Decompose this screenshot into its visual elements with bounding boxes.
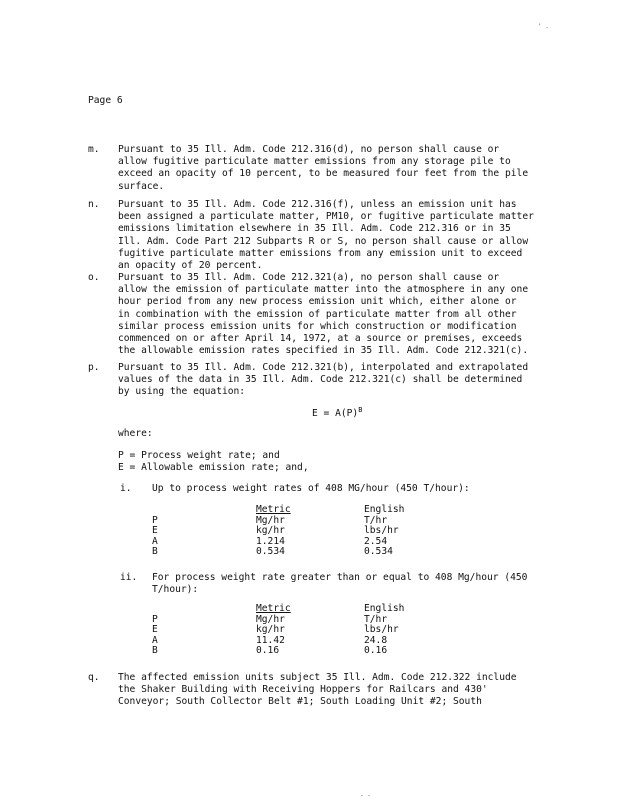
- coefficients-table-i: [152, 505, 444, 558]
- english-cell: lbs/hr: [364, 525, 399, 536]
- paragraph-line: Pursuant to 35 Ill. Adm. Code 212.321(a), no person shall cause or: [118, 272, 500, 283]
- english-cell: 2.54: [364, 535, 388, 547]
- paragraph-line: Conveyor; South Collector Belt #1; South Loading Unit #2; South: [118, 696, 482, 708]
- table-row: [152, 526, 444, 537]
- table-row: [152, 615, 444, 626]
- paragraph-line: similar process emission units for which construction or modification: [118, 320, 517, 332]
- english-header: English: [364, 504, 405, 515]
- metric-cell: 1.214: [256, 535, 285, 547]
- paragraph-line: hour period from any new process emission unit which, either alone or: [118, 296, 517, 308]
- english-cell: T/hr: [364, 514, 388, 526]
- paragraph-line: surface.: [118, 180, 165, 192]
- subsection-line: For process weight rate greater than or equal to 408 Mg/hour (450: [152, 572, 528, 583]
- equation-exponent: B: [358, 406, 363, 414]
- paragraph-line: fugitive particulate matter emissions from any emission unit to exceed: [118, 247, 523, 259]
- subsection-line: T/hour):: [152, 584, 199, 595]
- coefficients-table-ii: [152, 604, 444, 657]
- symbol-cell: E: [152, 624, 158, 635]
- english-cell: lbs/hr: [364, 624, 399, 635]
- metric-cell: kg/hr: [256, 624, 285, 635]
- paragraph-line: the Shaker Building with Receiving Hoppers for Railcars and 430': [118, 684, 488, 696]
- english-cell: 0.16: [364, 645, 388, 656]
- paragraph-line: Pursuant to 35 Ill. Adm. Code 212.316(d), no person shall cause or: [118, 144, 500, 155]
- symbol-cell: B: [152, 546, 158, 557]
- symbol-cell: P: [152, 613, 158, 625]
- paragraph-line: Pursuant to 35 Ill. Adm. Code 212.316(f), unless an emission unit has: [118, 199, 517, 210]
- paragraph-line: Ill. Adm. Code Part 212 Subparts R or S, no person shall cause or allow: [118, 235, 529, 247]
- definition-line: E = Allowable emission rate; and,: [118, 462, 309, 474]
- metric-header: Metric: [256, 504, 291, 515]
- english-cell: T/hr: [364, 613, 388, 625]
- paragraph-line: the allowable emission rates specified in 35 Ill. Adm. Code 212.321(c).: [118, 345, 529, 357]
- table-row: [152, 646, 444, 657]
- english-cell: 0.534: [364, 546, 393, 557]
- paragraph-line: in combination with the emission of particulate matter from all other: [118, 308, 517, 320]
- definitions: [118, 450, 309, 474]
- metric-cell: Mg/hr: [256, 514, 285, 526]
- metric-cell: 11.42: [256, 634, 285, 646]
- paragraph-label: p.: [88, 362, 100, 373]
- table-row: [152, 636, 444, 647]
- subsection-label: ii.: [120, 572, 138, 583]
- symbol-cell: A: [152, 535, 158, 547]
- paragraph-label: m.: [88, 144, 100, 155]
- table-header-row: [152, 604, 444, 615]
- paragraph-line: been assigned a particulate matter, PM10, or fugitive particulate matter: [118, 211, 534, 223]
- paragraph-line: values of the data in 35 Ill. Adm. Code 212.321(c) shall be determined: [118, 374, 523, 386]
- page-number: Page 6: [88, 95, 123, 106]
- metric-cell: 0.534: [256, 546, 285, 557]
- equation: [312, 404, 362, 420]
- table-row: [152, 547, 444, 558]
- paragraph-line: commenced on or after April 14, 1972, at a source or premises, exceeds: [118, 333, 523, 345]
- paragraph-line: The affected emission units subject 35 Ill. Adm. Code 212.322 include: [118, 672, 517, 683]
- symbol-cell: P: [152, 514, 158, 526]
- paragraph-line: exceed an opacity of 10 percent, to be measured four feet from the pile: [118, 168, 529, 180]
- paragraph-line: by using the equation:: [118, 386, 246, 398]
- paragraph-label: o.: [88, 272, 100, 283]
- paragraph-line: allow fugitive particulate matter emissions from any storage pile to: [118, 156, 511, 168]
- where-label: where:: [118, 428, 153, 439]
- equation-text: E = A(P): [312, 408, 359, 420]
- metric-header: Metric: [256, 603, 291, 614]
- paragraph-line: an opacity of 20 percent.: [118, 260, 263, 272]
- symbol-cell: A: [152, 634, 158, 646]
- subsection-label: i.: [120, 483, 132, 494]
- paragraph-line: Pursuant to 35 Ill. Adm. Code 212.321(b), interpolated and extrapolated: [118, 362, 529, 373]
- definition-line: P = Process weight rate; and: [118, 450, 280, 461]
- scan-marks-top: ' .: [538, 23, 549, 30]
- table-row: [152, 516, 444, 527]
- paragraph-line: allow the emission of particulate matter into the atmosphere in any one: [118, 284, 529, 296]
- table-row: [152, 625, 444, 636]
- metric-cell: kg/hr: [256, 525, 285, 536]
- symbol-cell: B: [152, 645, 158, 656]
- table-row: [152, 537, 444, 548]
- english-cell: 24.8: [364, 634, 388, 646]
- paragraph-line: emissions limitation elsewhere in 35 Ill. Adm. Code 212.316 or in 35: [118, 223, 511, 235]
- subsection-line: Up to process weight rates of 408 MG/hour (450 T/hour):: [152, 483, 470, 494]
- symbol-cell: E: [152, 525, 158, 536]
- table-header-row: [152, 505, 444, 516]
- metric-cell: 0.16: [256, 645, 280, 656]
- paragraph-label: n.: [88, 199, 100, 210]
- metric-cell: Mg/hr: [256, 613, 285, 625]
- scan-marks-bottom: - -: [360, 792, 371, 799]
- paragraph-label: q.: [88, 672, 100, 683]
- english-header: English: [364, 603, 405, 614]
